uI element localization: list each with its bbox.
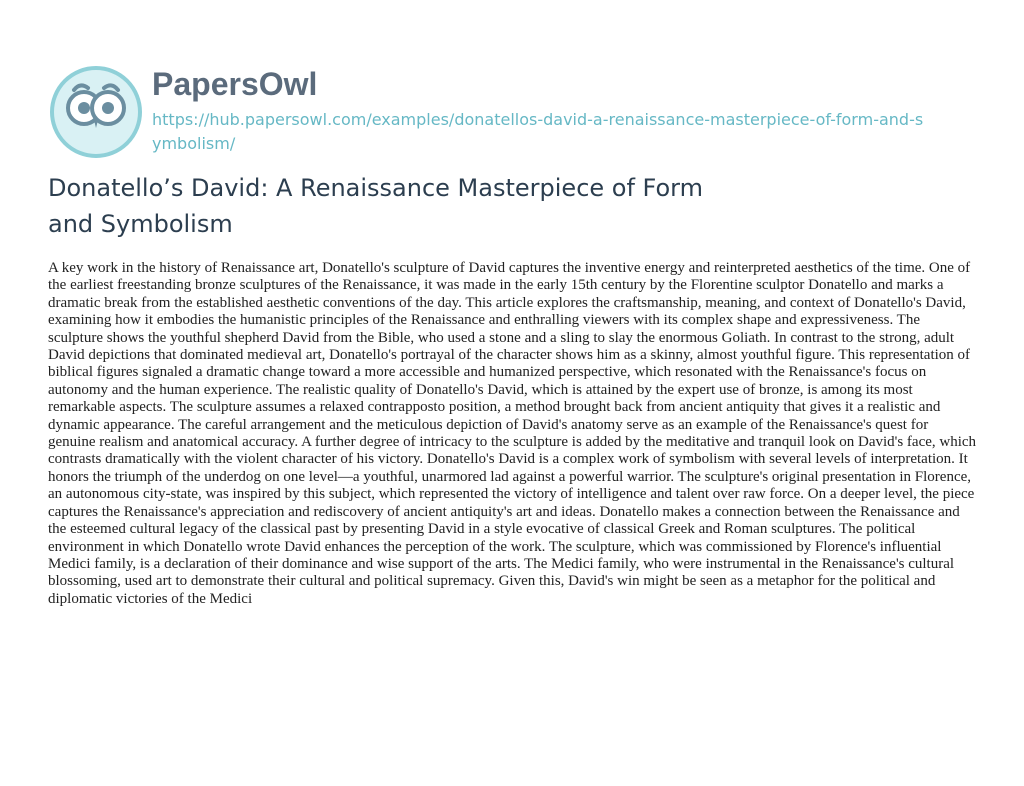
article-body: A key work in the history of Renaissance art, Donatello's sculpture of David captures the inventive energy and reinterpreted aesthetics of the time. One of the earliest freestanding bronze sculptures of the Renaissance, it was made in the early 15th century by the Florentine sculptor Donatello and marks a dramatic break from the established aesthetic conventions of the day. This article explores the craftsmanship, meaning, and context of Donatello's David, examining how it embodies the humanistic principles of the Renaissance and enthralling viewers with its complex shape and expressiveness. The sculpture shows the youthful shepherd David from the Bible, who used a stone and a sling to slay the enormous Goliath. In contrast to the strong, adult David depictions that dominated medieval art, Donatello's portrayal of the character shows him as a skinny, almost youthful figure. This representation of biblical figures signaled a dramatic change toward a more accessible and humanized perspective, which resonated with the Renaissance's focus on autonomy and the human experience. The realistic quality of Donatello's David, which is attained by the expert use of bronze, is among its most remarkable aspects. The sculpture assumes a relaxed contrapposto position, a method brought back from ancient antiquity that gives it a realistic and dynamic appearance. The careful arrangement and the meticulous depiction of David's anatomy serve as an example of the Renaissance's quest for genuine realism and anatomical accuracy. A further degree of intricacy to the sculpture is added by the meditative and tranquil look on David's face, which contrasts dramatically with the violent character of his victory. Donatello's David is a complex work of symbolism with several levels of interpretation. It honors the triumph of the underdog on one level—a youthful, unarmored lad against a powerful warrior. The sculpture's original presentation in Florence, an autonomous city-state, was inspired by this subject, which represented the victory of intelligence and talent over raw force. On a deeper level, the piece captures the Renaissance's appreciation and rediscovery of ancient antiquity's art and ideas. Donatello makes a connection between the Renaissance and the esteemed cultural legacy of the classical past by presenting David in a style evocative of classical Greek and Roman sculptures. The political environment in which Donatello wrote David enhances the perception of the work. The sculpture, which was commissioned by Florence's influential Medici family, is a declaration of their dominance and wise support of the arts. The Medici family, who were instrumental in the Renaissance's cultural blossoming, used art to demonstrate their cultural and political supremacy. Given this, David's win might be seen as a metaphor for the political and diplomatic victories of the Medici [48,260,977,607]
article-title: Donatello’s David: A Renaissance Masterpiece of Form and Symbolism [48,174,703,238]
brand-name: PapersOwl [152,66,318,102]
header [48,36,968,156]
owl-logo-icon [48,64,144,160]
source-url-link[interactable]: https://hub.papersowl.com/examples/donatellos-david-a-renaissance-masterpiece-of-form-and-symbolism/ [152,110,924,153]
